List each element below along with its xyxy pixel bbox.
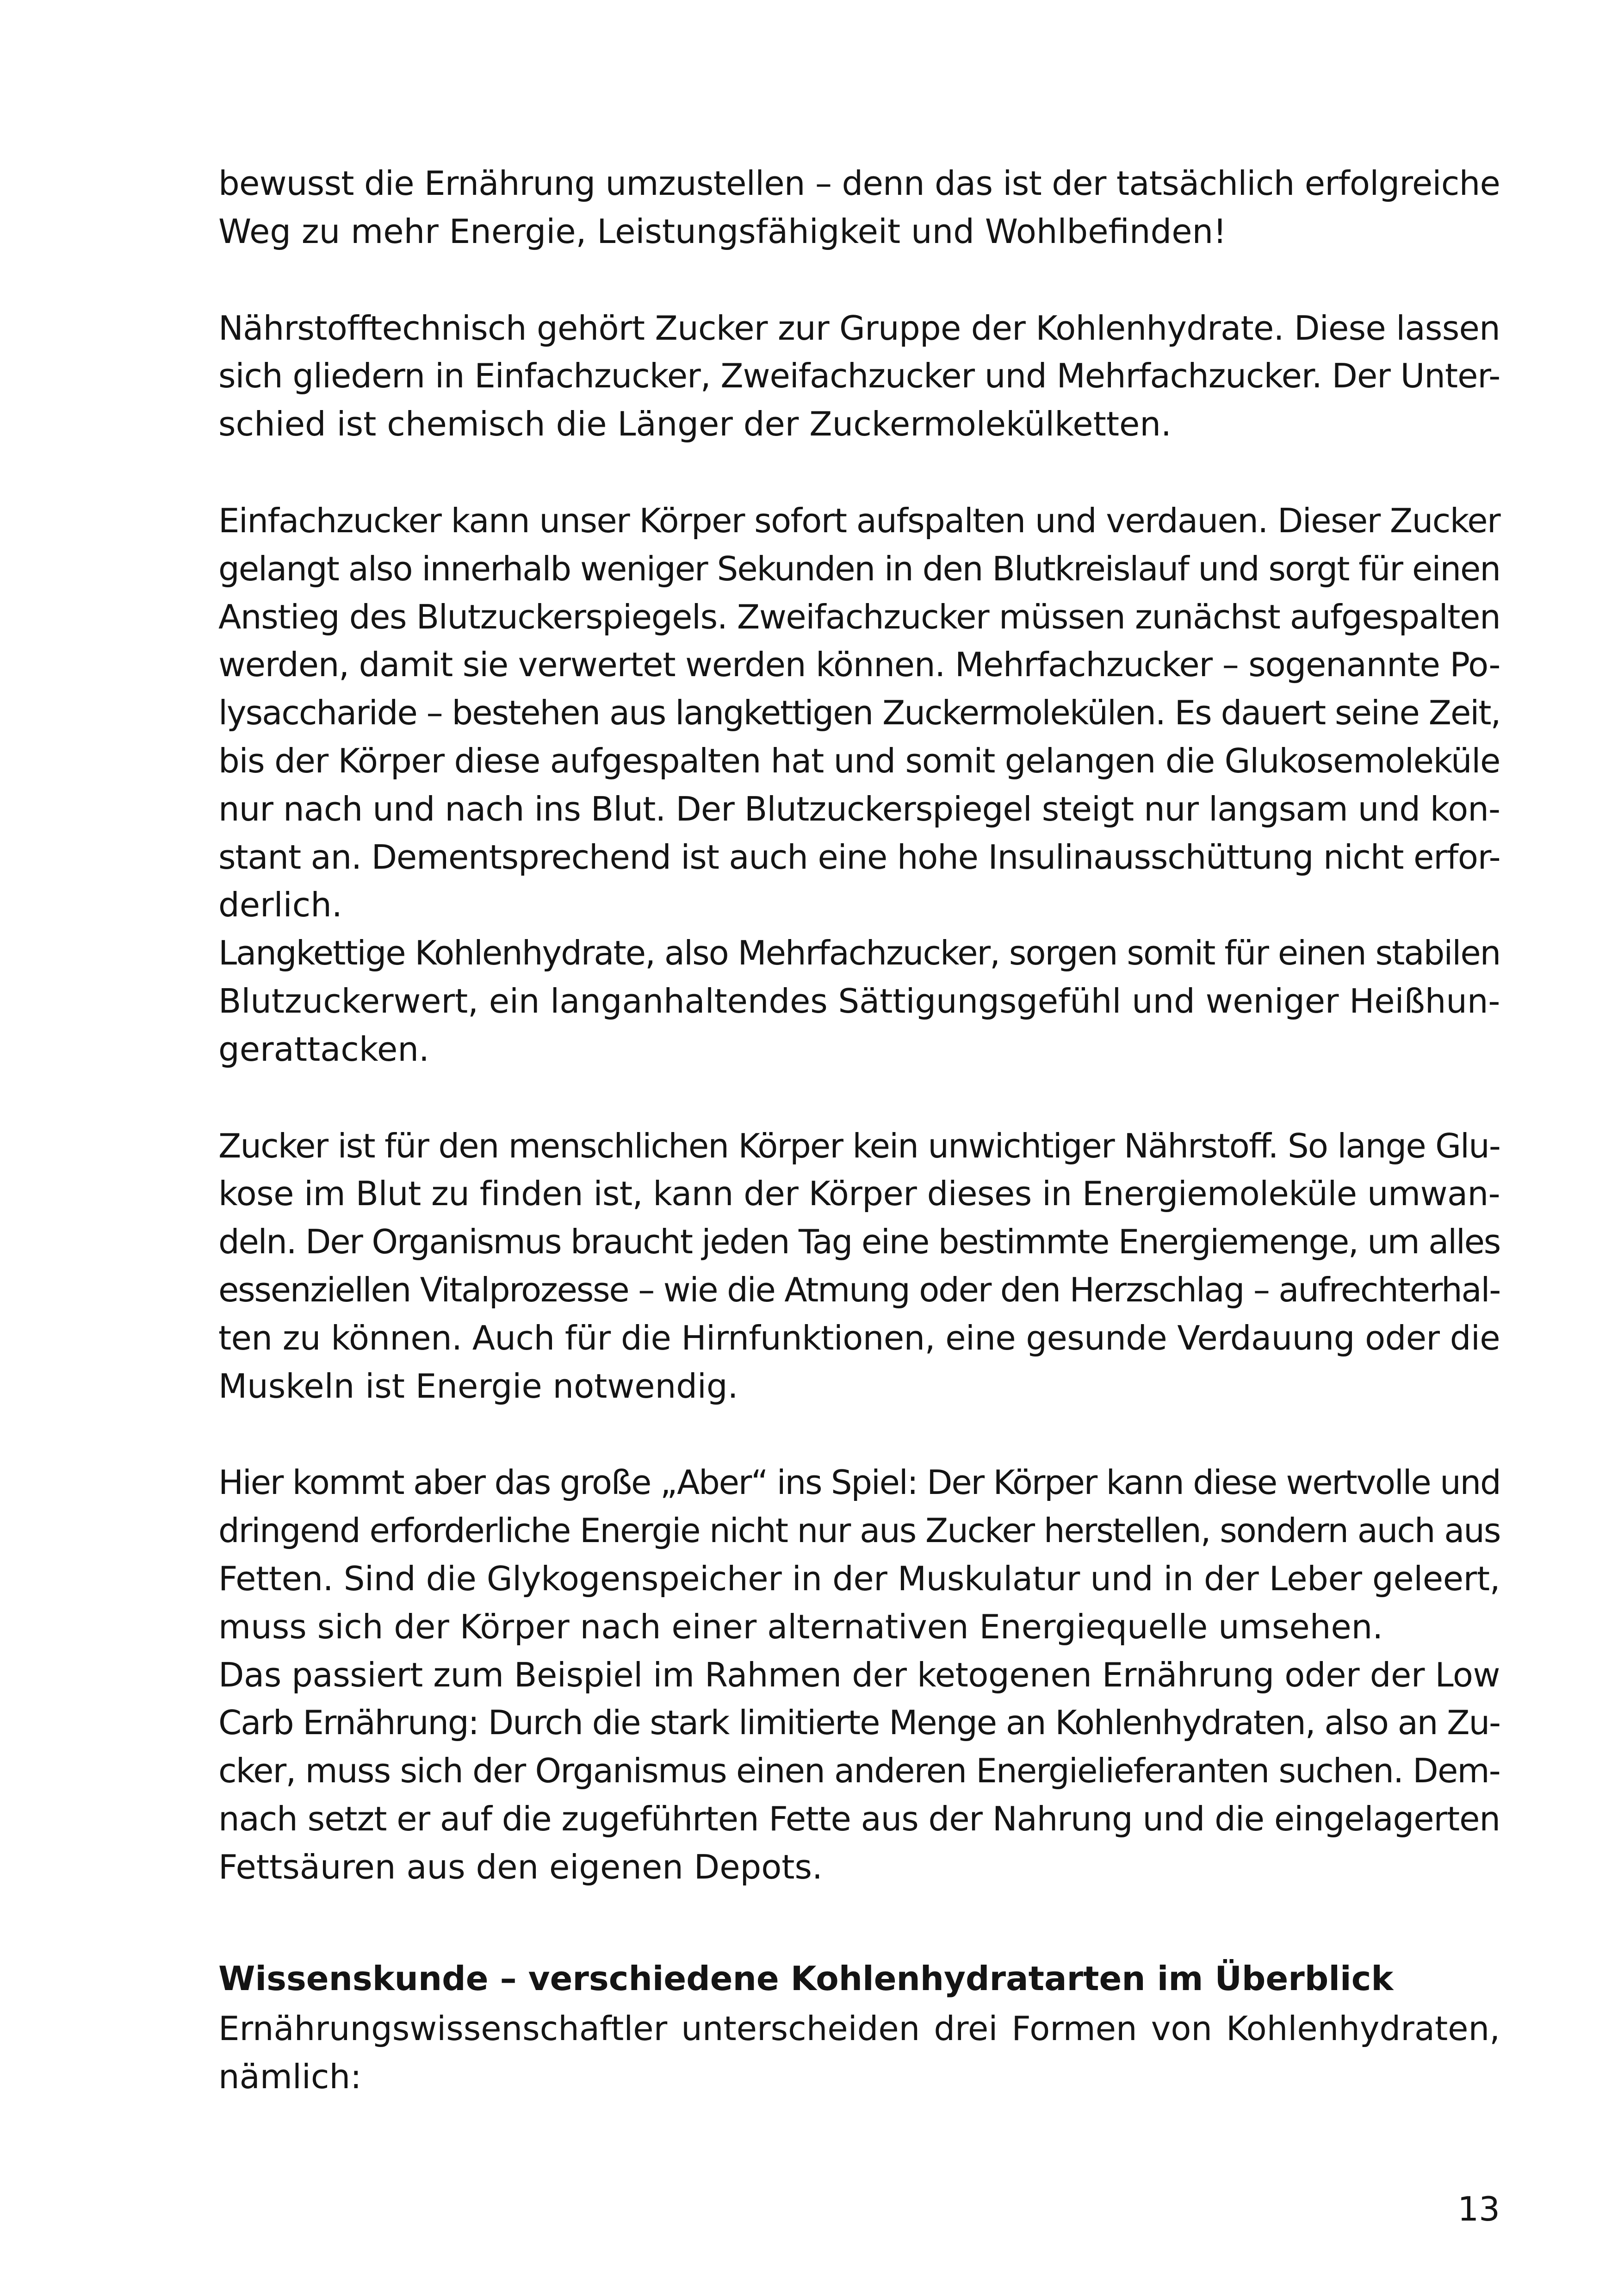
text-line: gelangt also innerhalb weniger Sekunden in den Blutkreislauf und sorgt für einen — [218, 549, 1500, 588]
text-line: Anstieg des Blutzuckerspiegels. Zweifachzucker müssen zunächst aufgespalten — [218, 597, 1500, 636]
text-line: Carb Ernährung: Durch die stark limitierte Menge an Kohlenhydraten, also an Zu- — [218, 1703, 1500, 1742]
text-line: Nährstofftechnisch gehört Zucker zur Gruppe der Kohlenhydrate. Diese lassen — [218, 308, 1500, 348]
paragraph — [218, 2005, 1500, 2101]
text-line: Blutzuckerwert, ein langanhaltendes Sättigungsgefühl und weniger Heißhun- — [218, 981, 1500, 1020]
text-line: kose im Blut zu finden ist, kann der Körper dieses in Energiemoleküle umwan- — [218, 1174, 1500, 1213]
text-line: derlich. — [218, 885, 342, 925]
text-line: Hier kommt aber das große „Aber“ ins Spiel: Der Körper kann diese wertvolle und — [218, 1463, 1500, 1502]
text-line: werden, damit sie verwertet werden können. Mehrfachzucker – sogenannte Po- — [218, 645, 1500, 684]
text-line: sich gliedern in Einfachzucker, Zweifachzucker und Mehrfachzucker. Der Unter- — [218, 356, 1500, 396]
text-line: dringend erforderliche Energie nicht nur aus Zucker herstellen, sondern auch aus — [218, 1511, 1500, 1550]
text-line: Zucker ist für den menschlichen Körper kein unwichtiger Nährstoff. So lange Glu- — [218, 1126, 1500, 1165]
text-line: Langkettige Kohlenhydrate, also Mehrfachzucker, sorgen somit für einen stabilen — [218, 933, 1500, 973]
text-line: nach setzt er auf die zugeführten Fette aus der Nahrung und die eingelagerten — [218, 1799, 1500, 1838]
text-line: Fettsäuren aus den eigenen Depots. — [218, 1847, 823, 1886]
text-line: Weg zu mehr Energie, Leistungsfähigkeit und Wohlbefinden! — [218, 212, 1227, 251]
body-text — [218, 160, 1500, 2101]
text-line: lysaccharide – bestehen aus langkettigen Zuckermolekülen. Es dauert seine Zeit, — [218, 693, 1500, 733]
paragraph-spacer — [218, 1410, 1500, 1459]
text-line: bewusst die Ernährung umzustellen – denn das ist der tatsächlich erfolgreiche — [218, 164, 1500, 203]
paragraph — [218, 1122, 1500, 1411]
text-line: Einfachzucker kann unser Körper sofort aufspalten und verdauen. Dieser Zucker — [218, 501, 1500, 540]
text-line: stant an. Dementsprechend ist auch eine hohe Insulinausschüttung nicht erfor- — [218, 837, 1500, 877]
text-line: Fetten. Sind die Glykogenspeicher in der Muskulatur und in der Leber geleert, — [218, 1559, 1500, 1598]
text-line: Ernährungswissenschaftler unterscheiden drei Formen von Kohlenhydraten, — [218, 2009, 1500, 2048]
section-spacer — [218, 1892, 1500, 1955]
text-line: cker, muss sich der Organismus einen anderen Energielieferanten suchen. Dem- — [218, 1751, 1500, 1791]
text-line: nur nach und nach ins Blut. Der Blutzuckerspiegel steigt nur langsam und kon- — [218, 789, 1500, 828]
text-line: deln. Der Organismus braucht jeden Tag eine bestimmte Energiemenge, um alles — [218, 1222, 1500, 1262]
paragraph — [218, 305, 1500, 448]
text-line: ten zu können. Auch für die Hirnfunktionen, eine gesunde Verdauung oder die — [218, 1318, 1500, 1357]
paragraph — [218, 497, 1500, 1074]
section-heading: Wissenskunde – verschiedene Kohlenhydratarten im Überblick — [218, 1959, 1394, 1998]
page-number: 13 — [1457, 2190, 1500, 2228]
text-line: bis der Körper diese aufgespalten hat und somit gelangen die Glukosemoleküle — [218, 741, 1500, 780]
text-line: schied ist chemisch die Länger der Zuckermolekülketten. — [218, 404, 1172, 444]
paragraph-spacer — [218, 448, 1500, 497]
paragraph — [218, 160, 1500, 256]
paragraph — [218, 1459, 1500, 1891]
text-line: Das passiert zum Beispiel im Rahmen der ketogenen Ernährung oder der Low — [218, 1655, 1500, 1694]
text-line: muss sich der Körper nach einer alternativen Energiequelle umsehen. — [218, 1607, 1383, 1646]
text-line: gerattacken. — [218, 1029, 429, 1069]
paragraph-spacer — [218, 1074, 1500, 1122]
text-line: nämlich: — [218, 2057, 362, 2097]
text-line: essenziellen Vitalprozesse – wie die Atmung oder den Herzschlag – aufrechterhal- — [218, 1270, 1500, 1309]
paragraph-spacer — [218, 256, 1500, 305]
text-line: Muskeln ist Energie notwendig. — [218, 1366, 738, 1406]
